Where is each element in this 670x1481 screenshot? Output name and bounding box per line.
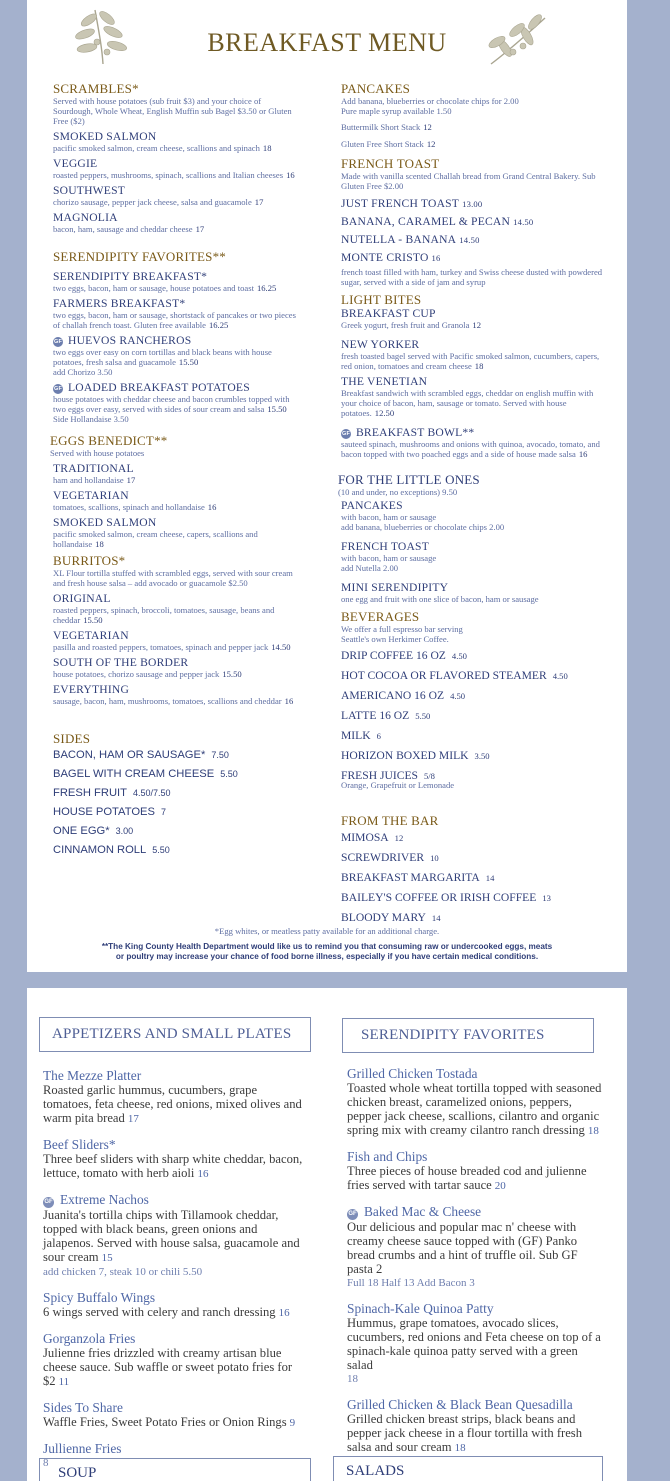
menu-item: [347, 1149, 605, 1193]
item-name: ORIGINAL: [53, 592, 111, 605]
gluten-free-icon: GF: [341, 431, 351, 437]
item-desc: roasted peppers, mushrooms, spinach, scallions and Italian cheeses 16: [53, 170, 295, 180]
side-item: BACON, HAM OR SAUSAGE* 7.50: [53, 749, 229, 761]
item-name: PANCAKES: [341, 499, 403, 512]
item-price: 8: [43, 1457, 49, 1469]
menu-item: [53, 592, 303, 625]
beverage-item: FRESH JUICES 5/8: [341, 769, 435, 782]
bar-item: BLOODY MARY 14: [341, 911, 441, 924]
item-desc: Toasted whole wheat tortilla topped with seasoned chicken breast, caramelized onions, peppers, pepper jack cheese, scallions, cilantro and organic spring mix with creamy cilantro ranch dressing 18: [347, 1081, 602, 1137]
scrambles-list: [53, 130, 303, 234]
bar-item: MIMOSA 12: [341, 831, 404, 844]
item-desc: sausage, bacon, ham, mushrooms, tomatoes, scallions and cheddar 16: [53, 696, 294, 706]
item-name: BREAKFAST CUP: [341, 307, 436, 320]
menu-item: [347, 1397, 605, 1455]
item-desc: Grilled chicken breast strips, black beans and pepper jack cheese in a flour tortilla with fresh salsa and sour cream 18: [347, 1412, 582, 1454]
item-name: GF Extreme Nachos: [44, 1192, 149, 1207]
menu-item: [53, 297, 303, 330]
item-desc: Julienne fries drizzled with creamy artisan blue cheese sauce. Sub waffle or sweet potato fries for $2 11: [43, 1346, 293, 1388]
burritos-note: XL Flour tortilla stuffed with scrambled eggs, served with sour cream and fresh house salsa – add avocado or guacamole $2.50: [53, 568, 293, 588]
item-name: Grilled Chicken Tostada: [347, 1066, 478, 1081]
item-desc: bacon, ham, sausage and cheddar cheese 17: [53, 224, 205, 234]
menu-item: [53, 334, 303, 377]
item-desc: one egg and fruit with one slice of bacon, ham or sausage: [341, 594, 539, 604]
item-desc: add banana, blueberries or chocolate chips 2.00: [341, 522, 505, 532]
gluten-free-icon: GF: [43, 1197, 54, 1208]
menu-item: [341, 499, 603, 532]
menu-item: [53, 211, 303, 234]
beverage-item: HOT COCOA OR FLAVORED STEAMER 4.50: [341, 669, 568, 682]
menu-item: [43, 1290, 308, 1320]
item-desc: two eggs over easy on corn tortillas and black beans with house potatoes, fresh salsa and guacamole 15.50: [53, 347, 272, 367]
item-name: SERENDIPITY BREAKFAST*: [53, 270, 208, 283]
little-ones-note: (10 and under, no exceptions) 9.50: [338, 487, 458, 497]
benedict-heading: EGGS BENEDICT**: [50, 433, 168, 448]
item-extra: add Chorizo 3.50: [53, 367, 113, 377]
french-toast-note: Made with vanilla scented Challah bread from Grand Central Bakery. Sub Gluten Free $2.00: [341, 171, 596, 191]
egg-note: *Egg whites, or meatless patty available for an additional charge.: [214, 926, 440, 936]
menu-item: [53, 656, 303, 679]
item-name: SOUTHWEST: [53, 184, 126, 197]
item-name: FARMERS BREAKFAST*: [53, 297, 186, 310]
menu-item: [53, 489, 303, 512]
breakfast-menu-page: [27, 0, 627, 972]
french-toast-item: MONTE CRISTO 16: [341, 251, 441, 264]
salads-heading-box: SALADS: [333, 1456, 603, 1481]
bar-list: [341, 828, 603, 928]
right-column: [338, 81, 603, 928]
item-name: Spicy Buffalo Wings: [43, 1290, 156, 1305]
gluten-free-icon: GF: [53, 386, 63, 392]
item-desc: pacific smoked salmon, cream cheese, scallions and spinach 18: [53, 143, 272, 153]
left-column: [50, 81, 303, 860]
menu-item: [347, 1204, 605, 1290]
item-name: SOUTH OF THE BORDER: [53, 656, 189, 669]
menu-item: [341, 426, 603, 459]
item-desc: pacific smoked salmon, cream cheese, capers, scallions and hollandaise 18: [53, 529, 258, 549]
sides-heading: SIDES: [53, 731, 91, 746]
menu-item: [43, 1068, 308, 1126]
menu-item: [53, 516, 303, 549]
item-desc: house potatoes with cheddar cheese and bacon crumbles topped with two eggs over easy, served with sides of sour cream and salsa 15.50: [53, 394, 290, 414]
item-desc: two eggs, bacon, ham or sausage, house potatoes and toast 16.25: [53, 283, 277, 293]
bar-item: SCREWDRIVER 10: [341, 851, 439, 864]
item-name: Spinach-Kale Quinoa Patty: [347, 1301, 494, 1316]
menu-item: [43, 1331, 308, 1389]
item-name: GF BREAKFAST BOWL**: [341, 426, 475, 439]
menu-item: [53, 184, 303, 207]
benedict-note: Served with house potatoes: [50, 448, 145, 458]
beverage-item: HORIZON BOXED MILK 3.50: [341, 749, 490, 762]
item-price: 18: [347, 1373, 358, 1385]
soup-heading-box: SOUP: [39, 1458, 311, 1481]
benedict-list: [53, 462, 303, 549]
item-desc: Hummus, grape tomatoes, avocado slices, cucumbers, red onions and Feta cheese on top of a spinach-kale quinoa patty served with a green salad: [347, 1316, 601, 1372]
item-name: FRENCH TOAST: [341, 540, 429, 553]
light-bites-heading: LIGHT BITES: [341, 292, 422, 307]
side-item: BAGEL WITH CREAM CHEESE 5.50: [53, 768, 238, 780]
french-toast-item: BANANA, CARAMEL & PECAN 14.50: [341, 215, 534, 228]
item-desc: add Nutella 2.00: [341, 563, 399, 573]
beverage-item: DRIP COFFEE 16 OZ 4.50: [341, 649, 467, 662]
item-desc: Waffle Fries, Sweet Potato Fries or Onion Rings 9: [43, 1415, 296, 1429]
lunch-menu-page: [27, 988, 627, 1481]
menu-item: [341, 581, 603, 604]
pancake-item: Gluten Free Short Stack 12: [341, 139, 436, 149]
menu-item: [53, 683, 303, 706]
item-extra: Full 18 Half 13 Add Bacon 3: [347, 1277, 475, 1289]
menu-item: [43, 1137, 308, 1181]
beverage-item: AMERICANO 16 OZ 4.50: [341, 689, 466, 702]
menu-title: BREAKFAST MENU: [207, 28, 447, 57]
light-bites-list: [341, 307, 603, 459]
beverages-list: [341, 646, 603, 790]
item-name: GF LOADED BREAKFAST POTATOES: [53, 381, 250, 394]
menu-item: [53, 270, 303, 293]
pancake-item: Buttermilk Short Stack 12: [341, 122, 432, 132]
french-toast-item: JUST FRENCH TOAST 13.00: [341, 197, 483, 210]
pancakes-note: Pure maple syrup available 1.50: [341, 106, 452, 116]
item-name: The Mezze Platter: [43, 1068, 142, 1083]
menu-item: [347, 1301, 605, 1386]
bar-item: BAILEY'S COFFEE OR IRISH COFFEE 13: [341, 891, 551, 904]
item-desc: two eggs, bacon, ham or sausage, shortstack of pancakes or two pieces of challah french toast. Gluten free available 16.25: [53, 310, 296, 330]
side-item: ONE EGG* 3.00: [53, 825, 134, 837]
menu-item: [341, 375, 603, 418]
french-toast-heading: FRENCH TOAST: [341, 156, 440, 171]
item-desc: sauteed spinach, mushrooms and onions with quinoa, avocado, tomato, and bacon topped with two poached eggs and a side of house made salsa 16: [341, 439, 600, 459]
item-desc: chorizo sausage, pepper jack cheese, salsa and guacamole 17: [53, 197, 264, 207]
item-name: MINI SERENDIPITY: [341, 581, 449, 594]
beverages-note: Seattle's own Herkimer Coffee.: [341, 634, 449, 644]
item-name: Sides To Share: [43, 1400, 123, 1415]
item-name: VEGETARIAN: [53, 489, 129, 502]
menu-item: [347, 1066, 605, 1138]
bar-item: BREAKFAST MARGARITA 14: [341, 871, 495, 884]
item-desc: with bacon, ham or sausage: [341, 553, 437, 563]
item-desc: Roasted garlic hummus, cucumbers, grape tomatoes, feta cheese, red onions, mixed olives and warm pita bread 17: [43, 1083, 302, 1125]
item-name: EVERYTHING: [53, 683, 130, 696]
menu-item: [341, 307, 603, 330]
beverage-item: LATTE 16 OZ 5.50: [341, 709, 431, 722]
item-desc: house potatoes, chorizo sausage and pepper jack 15.50: [53, 669, 242, 679]
appetizers-heading-box: APPETIZERS AND SMALL PLATES: [39, 1017, 311, 1052]
little-ones-list: [341, 499, 603, 604]
menu-item: [53, 157, 303, 180]
beverage-item: MILK 6: [341, 729, 381, 742]
beverages-note: We offer a full espresso bar serving: [341, 624, 463, 634]
item-name: MAGNOLIA: [53, 211, 118, 224]
item-desc: pasilla and roasted peppers, tomatoes, spinach and pepper jack 14.50: [53, 642, 291, 652]
sides-list: [53, 746, 303, 860]
item-desc: french toast filled with ham, turkey and Swiss cheese dusted with powdered sugar, served with a side of jam and syrup: [341, 267, 603, 287]
bar-heading: FROM THE BAR: [341, 813, 439, 828]
item-name: THE VENETIAN: [341, 375, 428, 388]
burritos-list: [53, 592, 303, 706]
item-name: GF HUEVOS RANCHEROS: [53, 334, 192, 347]
favorites-heading: SERENDIPITY FAVORITES**: [53, 249, 227, 264]
item-name: VEGETARIAN: [53, 629, 129, 642]
item-desc: Breakfast sandwich with scrambled eggs, cheddar on english muffin with your choice of bacon, ham, sausage or tomato. Served with house potatoes. 12.50: [341, 388, 594, 418]
scrambles-note: Served with house potatoes (sub fruit $3) and your choice of Sourdough, Whole Wheat, English Muffin sub Bagel $3.50 or Gluten Free ($2): [53, 96, 292, 126]
item-name: Jullienne Fries: [43, 1441, 122, 1456]
item-desc: Our delicious and popular mac n' cheese with creamy cheese sauce topped with (GF) Panko bread crumbs and a hint of truffle oil. Sub GF pasta 2: [347, 1220, 578, 1276]
menu-item: [53, 629, 303, 652]
menu-item: [341, 540, 603, 573]
item-desc: Three beef sliders with sharp white cheddar, bacon, lettuce, tomato with herb aioli 16: [43, 1152, 303, 1180]
side-item: CINNAMON ROLL 5.50: [53, 844, 170, 856]
item-desc: Greek yogurt, fresh fruit and Granola 12: [341, 320, 481, 330]
item-desc: roasted peppers, spinach, broccoli, tomatoes, sausage, beans and cheddar 15.50: [53, 605, 275, 625]
item-extra: add chicken 7, steak 10 or chili 5.50: [43, 1266, 203, 1278]
item-name: Gorganzola Fries: [43, 1331, 136, 1346]
item-name: SMOKED SALMON: [53, 130, 157, 143]
item-extra: Side Hollandaise 3.50: [53, 414, 129, 424]
item-desc: Orange, Grapefruit or Lemonade: [341, 780, 455, 790]
item-desc: 6 wings served with celery and ranch dressing 16: [43, 1305, 290, 1319]
appetizers-list: [43, 1068, 308, 1481]
item-name: Beef Sliders*: [43, 1137, 116, 1152]
item-desc: ham and hollandaise 17: [53, 475, 136, 485]
item-desc: with bacon, ham or sausage: [341, 512, 437, 522]
side-item: FRESH FRUIT 4.50/7.50: [53, 787, 171, 799]
menu-item: [43, 1192, 308, 1279]
item-name: GF Baked Mac & Cheese: [348, 1204, 482, 1219]
item-desc: tomatoes, scallions, spinach and hollandaise 16: [53, 502, 217, 512]
burritos-heading: BURRITOS*: [53, 553, 126, 568]
menu-item: [53, 130, 303, 153]
pancakes-note: Add banana, blueberries or chocolate chips for 2.00: [341, 96, 519, 106]
health-warning: **The King County Health Department would like us to remind you that consuming raw or undercooked eggs, meats or poultry may increase your chance of food borne illness, especially if you have certain medical conditions.: [101, 942, 553, 961]
item-name: TRADITIONAL: [53, 462, 134, 475]
item-name: Grilled Chicken & Black Bean Quesadilla: [347, 1397, 573, 1412]
gluten-free-icon: GF: [53, 339, 63, 345]
little-ones-heading: FOR THE LITTLE ONES: [338, 472, 480, 487]
favorites-list: [53, 270, 303, 424]
item-desc: Juanita's tortilla chips with Tillamook cheddar, topped with black beans, green onions and jalapenos. Served with house salsa, guacamole and sour cream 15: [43, 1208, 300, 1264]
item-name: VEGGIE: [53, 157, 98, 170]
menu-item: [341, 338, 603, 371]
pancakes-heading: PANCAKES: [341, 81, 411, 96]
favorites-heading-box: SERENDIPITY FAVORITES: [342, 1018, 594, 1053]
favorites-list: [347, 1066, 605, 1466]
scrambles-heading: SCRAMBLES*: [53, 81, 139, 96]
beverages-heading: BEVERAGES: [341, 609, 420, 624]
gluten-free-icon: GF: [347, 1209, 358, 1220]
item-name: NEW YORKER: [341, 338, 420, 351]
menu-item: [53, 462, 303, 485]
side-item: HOUSE POTATOES 7: [53, 806, 166, 818]
item-name: Fish and Chips: [347, 1149, 428, 1164]
item-name: SMOKED SALMON: [53, 516, 157, 529]
french-toast-item: NUTELLA - BANANA 14.50: [341, 233, 480, 246]
menu-item: [43, 1400, 308, 1430]
item-desc: Three pieces of house breaded cod and julienne fries served with tartar sauce 20: [347, 1164, 587, 1192]
item-desc: fresh toasted bagel served with Pacific smoked salmon, cucumbers, capers, red onion, tomatoes and cream cheese 18: [341, 351, 600, 371]
menu-item: [53, 381, 303, 424]
